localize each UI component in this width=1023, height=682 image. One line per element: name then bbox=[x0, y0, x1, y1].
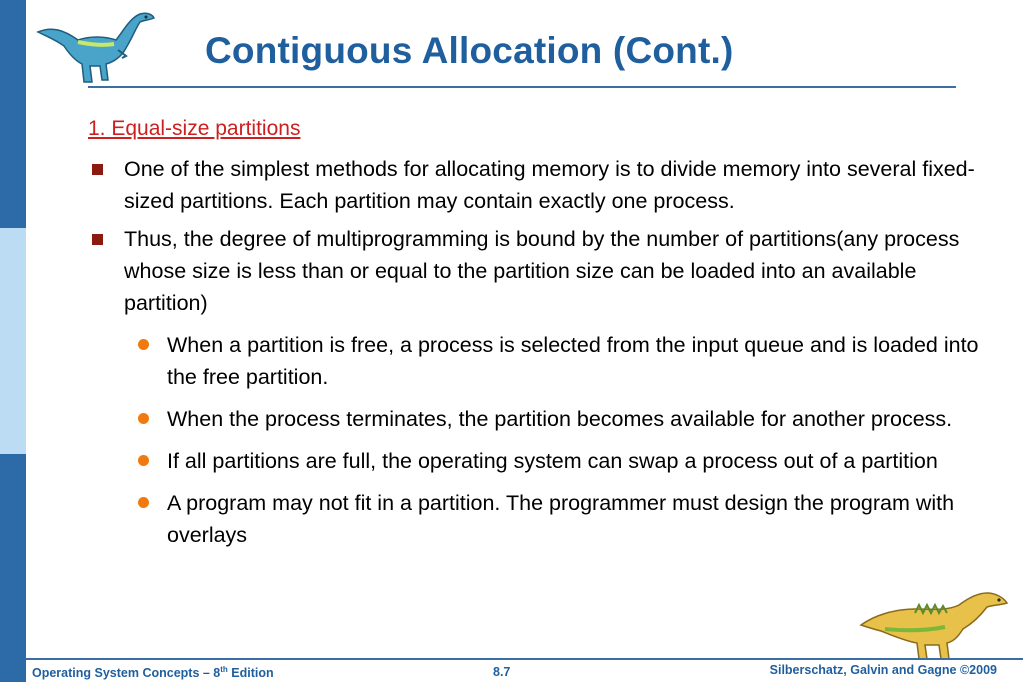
sub-bullet-text: When the process terminates, the partition becomes available for another process. bbox=[167, 407, 953, 431]
section-heading: 1. Equal-size partitions bbox=[88, 117, 301, 140]
sidebar-segment-dark-bottom bbox=[0, 454, 26, 682]
footer-course-title bbox=[32, 665, 274, 680]
dinosaur-logo-icon bbox=[34, 6, 156, 86]
sidebar-segment-light bbox=[0, 228, 26, 454]
sub-bullet-text: When a partition is free, a process is selected from the input queue and is loaded into the free partition. bbox=[167, 333, 979, 389]
round-bullet-icon bbox=[138, 339, 149, 350]
sub-bullet-item bbox=[88, 403, 993, 435]
footer-edition-text: Edition bbox=[227, 666, 274, 681]
bullet-text: Thus, the degree of multiprogramming is bound by the number of partitions(any process whose size is less than or equal to the partition size can be loaded into an available partition) bbox=[124, 227, 960, 315]
footer-divider bbox=[26, 658, 1023, 660]
bullet-item bbox=[88, 153, 993, 217]
bullet-item bbox=[88, 223, 993, 319]
sub-bullet-item bbox=[88, 487, 993, 551]
title-divider bbox=[88, 86, 956, 88]
sub-bullet-text: If all partitions are full, the operating system can swap a process out of a partition bbox=[167, 449, 938, 473]
slide-title: Contiguous Allocation (Cont.) bbox=[205, 30, 734, 71]
square-bullet-icon bbox=[92, 234, 103, 245]
round-bullet-icon bbox=[138, 413, 149, 424]
sub-bullet-item bbox=[88, 329, 993, 393]
square-bullet-icon bbox=[92, 164, 103, 175]
sidebar-segment-dark-top bbox=[0, 0, 26, 228]
left-sidebar bbox=[0, 0, 26, 682]
round-bullet-icon bbox=[138, 497, 149, 508]
slide-footer bbox=[0, 658, 1023, 682]
sub-bullet-item bbox=[88, 445, 993, 477]
round-bullet-icon bbox=[138, 455, 149, 466]
footer-edition-sup: th bbox=[220, 665, 228, 674]
footer-page-number: 8.7 bbox=[493, 665, 511, 679]
bullet-text: One of the simplest methods for allocating memory is to divide memory into several fixed-sized partitions. Each partition may contain exactly one process. bbox=[124, 157, 975, 213]
slide-body bbox=[88, 117, 993, 561]
footer-authors: Silberschatz, Galvin and Gagne ©2009 bbox=[769, 663, 997, 677]
sub-bullet-text: A program may not fit in a partition. The programmer must design the program with overlays bbox=[167, 491, 955, 547]
dinosaur-footer-logo-icon bbox=[855, 585, 1015, 665]
footer-course-text: Operating System Concepts – 8 bbox=[32, 666, 221, 681]
